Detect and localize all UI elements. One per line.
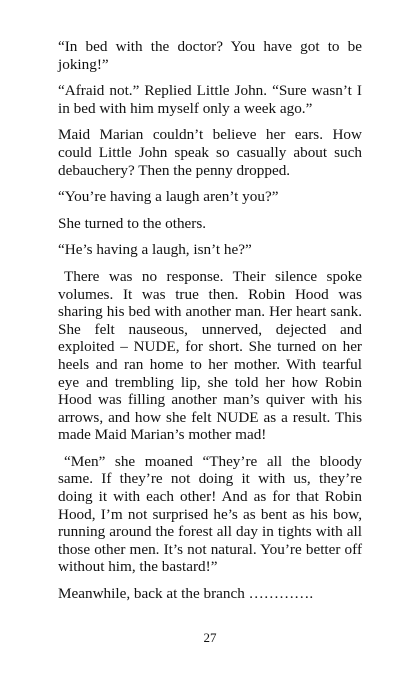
paragraph-3: Maid Marian couldn’t believe her ears. How could Little John speak so casually about such debauchery? Then the penny dropped.	[58, 126, 362, 179]
body-text	[58, 38, 362, 612]
paragraph-9: Meanwhile, back at the branch ………….	[58, 585, 314, 603]
paragraph-5: She turned to the others.	[58, 214, 207, 232]
paragraph-7: There was no response. Their silence spoke volumes. It was true then. Robin Hood was sharing his bed with another man. Her heart sank. She felt nauseous, unnerved, dejected and exploited – NUDE, for short. She turned on her heels and ran home to her mother. With tearful eye and trembling lip, she told her how Robin Hood was filling another man’s quiver with his arrows, and how she felt NUDE as a result. This made Maid Marian’s mother mad!	[58, 267, 362, 444]
paragraph-1: “In bed with the doctor? You have got to be joking!”	[58, 38, 362, 73]
paragraph-4: “You’re having a laugh aren’t you?”	[58, 188, 279, 206]
paragraph-6: “He’s having a laugh, isn’t he?”	[58, 241, 252, 259]
page-number: 27	[203, 630, 217, 645]
paragraph-8: “Men” she moaned “They’re all the bloody same. If they’re not doing it with us, they’re doing it with each other! And as for that Robin Hood, I’m not surprised he’s as bent as his bow, running around the forest all day in tights with all those other men. It’s not natural. You’re better off without him, the bastard!”	[58, 452, 362, 576]
paragraph-2: “Afraid not.” Replied Little John. “Sure wasn’t I in bed with him myself only a week ago.”	[58, 82, 362, 117]
